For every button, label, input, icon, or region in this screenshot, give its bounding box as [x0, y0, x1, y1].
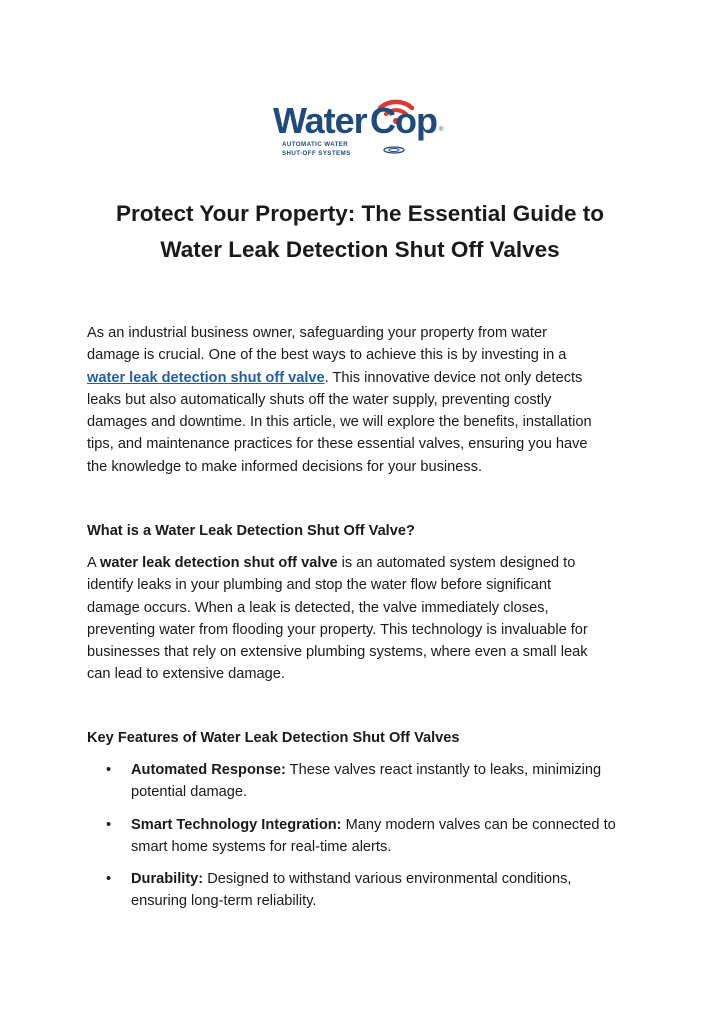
list-item — [87, 759, 647, 804]
title-line-1: Protect Your Property: The Essential Guide to — [115, 201, 604, 226]
intro-line-5: damages and downtime. In this article, we will explore the benefits, installation — [87, 414, 592, 431]
intro-line-3 — [87, 367, 647, 389]
section-heading-key-features: Key Features of Water Leak Detection Shut Off Valves — [87, 730, 460, 746]
intro-line-1: As an industrial business owner, safeguarding your property from water — [87, 325, 547, 341]
bullet-icon: • — [106, 871, 112, 888]
svg-text:Cop: Cop — [370, 100, 437, 141]
list-item-line-1 — [131, 868, 647, 890]
intro-line-2: damage is crucial. One of the best ways to achieve this is by investing in a — [87, 347, 567, 364]
intro-line-4: leaks but also automatically shuts off the water supply, preventing costly — [87, 391, 552, 408]
section1-line-3: damage occurs. When a leak is detected, the valve immediately closes, — [87, 599, 549, 616]
svg-text:AUTOMATIC WATER: AUTOMATIC WATER — [282, 141, 349, 148]
section1-line-6: can lead to extensive damage. — [87, 666, 285, 683]
svg-text:®: ® — [439, 127, 444, 133]
section1-line-1 — [87, 552, 647, 574]
intro-line-3-rest: . This innovative device not only detects — [324, 369, 583, 386]
watercop-logo — [270, 86, 450, 160]
intro-line-6: tips, and maintenance practices for these essential valves, ensuring you have — [87, 436, 588, 453]
list-item-line-2: smart home systems for real-time alerts. — [131, 838, 392, 855]
list-item-line-1 — [131, 759, 647, 781]
list-item-line-2: ensuring long-term reliability. — [131, 893, 317, 910]
list-item-text: These valves react instantly to leaks, minimizing — [285, 762, 602, 778]
bullet-icon: • — [106, 762, 112, 778]
section1-line-4: preventing water from flooding your property. This technology is invaluable for — [87, 621, 588, 638]
section-heading-what-is: What is a Water Leak Detection Shut Off Valve? — [87, 523, 415, 539]
list-item-label: Smart Technology Integration: — [131, 816, 342, 833]
section1-bold-term: water leak detection shut off valve — [99, 555, 338, 571]
bullet-icon: • — [106, 816, 112, 833]
svg-text:SHUT-OFF SYSTEMS: SHUT-OFF SYSTEMS — [282, 150, 351, 157]
svg-text:Water: Water — [273, 100, 367, 141]
list-item-label: Automated Response: — [131, 762, 286, 778]
features-list — [87, 759, 647, 913]
list-item-line-1 — [131, 814, 647, 836]
list-item-text: Designed to withstand various environmental conditions, — [203, 871, 572, 888]
section1-line-5: businesses that rely on extensive plumbing systems, where even a small leak — [87, 644, 588, 661]
section1-paragraph — [87, 552, 647, 686]
list-item — [87, 868, 647, 913]
list-item-text: Many modern valves can be connected to — [341, 816, 616, 833]
page-title — [60, 196, 660, 268]
intro-paragraph — [87, 322, 647, 478]
list-item — [87, 814, 647, 859]
watercop-logo-graphic — [270, 86, 450, 160]
intro-line-7: the knowledge to make informed decisions for your business. — [87, 458, 483, 475]
valve-link[interactable]: water leak detection shut off valve — [87, 369, 325, 386]
section1-line-2: identify leaks in your plumbing and stop the water flow before significant — [87, 577, 552, 594]
title-line-2: Water Leak Detection Shut Off Valves — [160, 237, 560, 262]
section1-lead: A — [87, 555, 100, 571]
list-item-label: Durability: — [131, 871, 204, 888]
section1-line-1-rest: is an automated system designed to — [337, 555, 576, 571]
list-item-line-2: potential damage. — [131, 784, 248, 801]
